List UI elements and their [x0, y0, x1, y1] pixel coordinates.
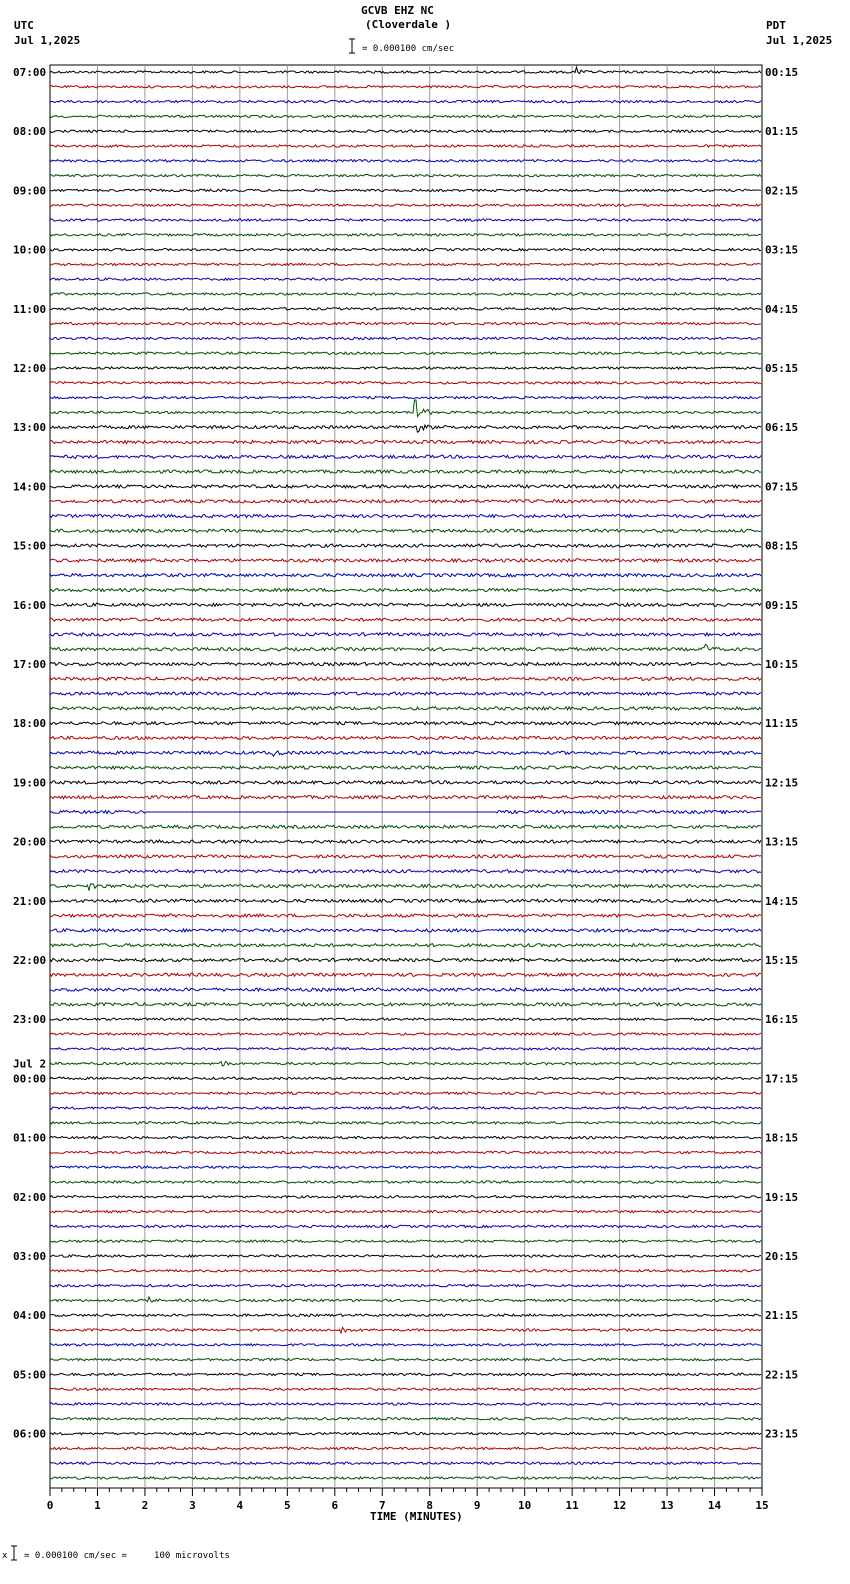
pdt-hour-label: 16:15	[765, 1013, 799, 1027]
trace-row	[50, 929, 761, 932]
trace-row	[50, 662, 761, 665]
trace-row	[50, 1418, 761, 1420]
trace-row	[50, 559, 761, 562]
x-tick-label: 4	[236, 1499, 244, 1512]
trace-row	[50, 278, 761, 280]
trace-row	[50, 293, 761, 295]
pdt-hour-label: 02:15	[765, 184, 799, 198]
utc-hour-label: 03:00	[13, 1250, 47, 1263]
pdt-hour-label: 01:15	[765, 125, 799, 139]
trace-row	[50, 130, 761, 132]
pdt-hour-label: 13:15	[765, 835, 799, 849]
trace-row	[50, 352, 761, 354]
date-change-label: Jul 2	[13, 1057, 47, 1071]
trace-row	[50, 189, 761, 191]
pdt-hour-label: 07:15	[765, 480, 799, 494]
x-axis-label: TIME (MINUTES)	[370, 1510, 463, 1523]
trace-row	[50, 1297, 761, 1302]
right-timezone: PDT	[766, 19, 786, 32]
trace-row	[50, 633, 761, 636]
trace-row	[50, 1327, 761, 1333]
trace-row	[50, 722, 761, 725]
trace-row	[50, 1196, 761, 1198]
utc-hour-label: 15:00	[13, 539, 47, 553]
trace-row	[50, 470, 761, 473]
utc-hour-label: 23:00	[13, 1013, 47, 1027]
utc-hour-label: 14:00	[13, 480, 47, 494]
trace-row	[50, 500, 761, 503]
pdt-hour-label: 15:15	[765, 954, 799, 967]
pdt-hour-label: 14:15	[765, 894, 799, 908]
trace-row	[50, 248, 761, 250]
utc-hour-label: 08:00	[13, 125, 47, 139]
trace-row	[50, 1447, 761, 1449]
trace-row	[50, 1462, 761, 1464]
trace-row	[50, 1136, 761, 1138]
x-tick-label: 0	[46, 1499, 54, 1512]
trace-row	[50, 870, 761, 873]
pdt-hour-label: 21:15	[765, 1309, 799, 1323]
trace-row	[50, 485, 761, 488]
trace-row	[50, 1061, 761, 1066]
trace-row	[50, 382, 761, 384]
utc-hour-label: 16:00	[13, 598, 47, 612]
trace-row	[50, 603, 761, 606]
trace-row	[50, 204, 761, 206]
trace-row	[50, 100, 761, 102]
trace-row	[50, 160, 761, 162]
pdt-hour-label: 09:15	[765, 598, 799, 612]
trace-row	[50, 1255, 761, 1257]
x-tick-label: 13	[660, 1499, 674, 1512]
pdt-hour-label: 11:15	[765, 717, 799, 731]
trace-row	[50, 1388, 761, 1390]
x-tick-label: 8	[426, 1499, 434, 1512]
trace-row	[50, 840, 761, 843]
trace-row	[50, 736, 761, 739]
trace-row	[50, 337, 761, 339]
trace-row	[50, 1107, 761, 1109]
trace-row	[50, 884, 761, 891]
pdt-hour-label: 06:15	[765, 421, 799, 435]
utc-hour-label: 20:00	[13, 835, 47, 849]
trace-row	[50, 425, 761, 432]
x-tick-label: 7	[378, 1499, 386, 1512]
x-tick-label: 6	[331, 1499, 339, 1512]
trace-row	[50, 810, 761, 813]
pdt-hour-label: 20:15	[765, 1250, 799, 1263]
x-tick-label: 15	[755, 1499, 769, 1512]
plot-frame	[50, 65, 762, 1488]
utc-hour-label: 10:00	[13, 243, 47, 257]
trace-row	[50, 1166, 761, 1168]
header-scale-text: = 0.000100 cm/sec	[362, 44, 455, 54]
pdt-hour-label: 00:15	[765, 66, 799, 79]
trace-row	[50, 1432, 761, 1434]
utc-hour-label: 18:00	[13, 717, 47, 731]
x-tick-label: 11	[565, 1499, 579, 1512]
x-tick-label: 1	[94, 1499, 101, 1512]
trace-row	[50, 1344, 761, 1346]
utc-hour-label: 04:00	[13, 1309, 47, 1323]
utc-hour-label: 21:00	[13, 894, 47, 908]
trace-row	[50, 396, 761, 398]
trace-row	[50, 618, 761, 621]
trace-row	[50, 751, 761, 756]
x-tick-label: 5	[284, 1499, 291, 1512]
utc-hour-label: 07:00	[13, 66, 47, 79]
trace-row	[50, 973, 761, 976]
trace-row	[50, 855, 761, 858]
trace-row	[50, 1210, 761, 1212]
trace-row	[50, 574, 761, 577]
pdt-hour-label: 17:15	[765, 1072, 799, 1086]
trace-row	[50, 1314, 761, 1316]
trace-row	[50, 825, 761, 828]
pdt-hour-label: 05:15	[765, 362, 799, 375]
trace-row	[50, 263, 761, 265]
pdt-hour-label: 22:15	[765, 1368, 799, 1382]
trace-row	[50, 914, 761, 917]
trace-row	[50, 766, 761, 769]
trace-row	[50, 219, 761, 221]
trace-row	[50, 514, 761, 517]
trace-row	[50, 1033, 761, 1035]
trace-row	[50, 692, 761, 695]
utc-hour-label: 13:00	[13, 421, 47, 435]
trace-row	[50, 899, 761, 902]
trace-row	[50, 1403, 761, 1405]
trace-row	[50, 544, 761, 547]
x-tick-label: 9	[473, 1499, 481, 1512]
trace-row	[50, 1048, 761, 1050]
trace-row	[50, 322, 761, 324]
trace-row	[50, 781, 761, 784]
trace-row	[50, 958, 761, 961]
pdt-hour-label: 03:15	[765, 243, 799, 257]
trace-row	[50, 677, 761, 680]
x-tick-label: 14	[707, 1499, 722, 1512]
trace-row	[50, 1122, 761, 1124]
x-tick-label: 2	[141, 1499, 149, 1512]
trace-row	[50, 529, 761, 532]
utc-hour-label: 19:00	[13, 776, 47, 790]
trace-row	[50, 1477, 761, 1479]
utc-hour-label: 02:00	[13, 1190, 47, 1204]
pdt-hour-label: 19:15	[765, 1190, 799, 1204]
trace-row	[50, 1003, 761, 1006]
trace-row	[50, 440, 761, 443]
pdt-hour-label: 23:15	[765, 1427, 799, 1441]
trace-row	[50, 174, 761, 176]
right-date: Jul 1,2025	[766, 34, 833, 47]
trace-row	[50, 707, 761, 710]
trace-row	[50, 86, 761, 88]
trace-row	[50, 1358, 761, 1360]
footer-scale-prefix: x	[2, 1551, 8, 1561]
station-title: GCVB EHZ NC	[361, 4, 434, 17]
utc-hour-label: 06:00	[13, 1427, 47, 1441]
utc-hour-label: 01:00	[13, 1131, 47, 1145]
trace-row	[50, 944, 761, 947]
trace-row	[50, 145, 761, 147]
trace-row	[50, 308, 761, 310]
trace-row	[50, 1373, 761, 1375]
pdt-hour-label: 04:15	[765, 302, 799, 316]
pdt-hour-label: 18:15	[765, 1131, 799, 1145]
x-tick-label: 12	[612, 1499, 627, 1512]
trace-row	[50, 1151, 761, 1153]
trace-row	[50, 1270, 761, 1272]
x-tick-label: 3	[189, 1499, 196, 1512]
left-date: Jul 1,2025	[14, 34, 81, 47]
trace-row	[50, 644, 761, 651]
trace-row	[50, 1181, 761, 1183]
trace-row	[50, 1018, 761, 1020]
trace-row	[50, 1225, 761, 1227]
trace-row	[50, 1240, 761, 1242]
utc-hour-label: 17:00	[13, 658, 47, 671]
utc-hour-label: 22:00	[13, 954, 47, 967]
trace-row	[50, 115, 761, 117]
utc-hour-label: 11:00	[13, 302, 47, 316]
trace-row	[50, 455, 761, 458]
station-location: (Cloverdale )	[365, 18, 452, 31]
left-timezone: UTC	[14, 19, 34, 32]
utc-hour-label: 05:00	[13, 1368, 47, 1382]
pdt-hour-label: 10:15	[765, 658, 799, 671]
pdt-hour-label: 08:15	[765, 539, 799, 553]
x-tick-label: 10	[518, 1499, 532, 1512]
utc-hour-label: 00:00	[13, 1072, 47, 1086]
trace-row	[50, 796, 761, 799]
utc-hour-label: 09:00	[13, 184, 47, 198]
trace-row	[50, 400, 761, 417]
trace-row	[50, 1077, 761, 1079]
trace-row	[50, 1092, 761, 1094]
trace-row	[50, 1284, 761, 1286]
trace-row	[50, 588, 761, 591]
trace-row	[50, 988, 761, 991]
utc-hour-label: 12:00	[13, 362, 47, 375]
trace-row	[50, 234, 761, 236]
trace-row	[50, 67, 761, 74]
pdt-hour-label: 12:15	[765, 776, 799, 790]
trace-row	[50, 367, 761, 369]
footer-scale-text: = 0.000100 cm/sec = 100 microvolts	[24, 1551, 230, 1561]
